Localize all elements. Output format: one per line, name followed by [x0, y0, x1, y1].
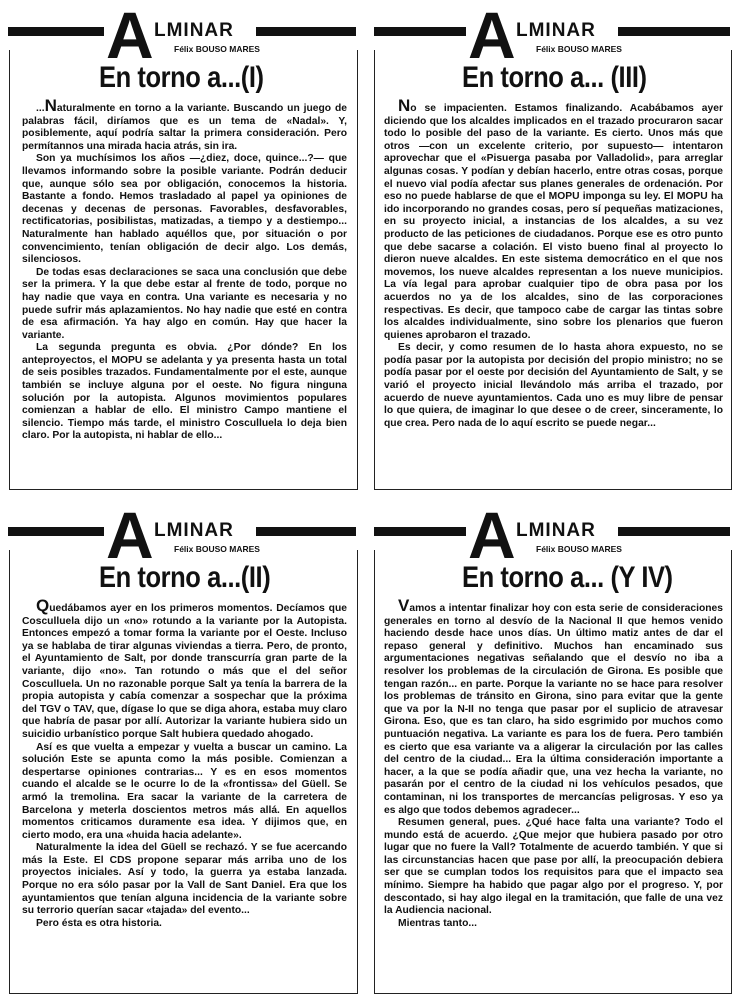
article-title: En torno a...(I) — [99, 61, 264, 94]
paragraph — [22, 596, 347, 742]
paragraph-text: aturalmente en torno a la variante. Buscando un juego de palabras fácil, diríamos que es un tema de «Nadal». Y, posiblemente, aquí podría saltar la primera consideración. Pero permítannos una mirada hacia atrás, sin ira. — [22, 103, 347, 152]
drop-cap: N — [398, 96, 411, 115]
paragraph — [22, 96, 347, 153]
article-title: En torno a...(II) — [99, 561, 271, 594]
paragraph: De todas esas declaraciones se saca una conclusión que debe ser la primera. Y la que debe estar al frente de todo, porque no hay nadie que vaya en contra. Una variante es necesaria y no puede sufrir más aplazamientos. No hay nadie que esté en contra de esa afirmación. Ya hay algo en común. Hay que hacer la variante. — [22, 266, 347, 341]
paragraph-text: o se impacienten. Estamos finalizando. Acabábamos ayer diciendo que los alcaldes implicados en el trazado procuraron sacar todo lo posible del paso de la variante. Es cierto. Unos más que otros —con un excelente criterio, por supuesto— intentaron aprovechar que el «Pisuerga pasaba por Valladolid», para arreglar algunas cosas. Y podían y debían hacerlo, entre otras cosas, porque el nuevo vial podía afectar sus planes generales de ordenación. Por eso no puede hablarse de que el MOPU imponga su ley. El MOPU ha ido incorporando no grandes cosas, pero sí pequeñas matizaciones, en su proyecto inicial, a instancias de los alcaldes, a su vez producto de las peticiones de ciudadanos. Porque ese es otro punto que debe sacarse a colación. El visto bueno final al proyecto lo dieron nueve alcaldes. En este sistema democrático en el que nos movemos, los nueve alcaldes representan a los nueve municipios. La vía legal para aprobar cualquier tipo de obra pasa por los acuerdos no ya de los alcaldes, sino de las corporaciones respectivas. Es decir, que tampoco cabe de cargar las tintas sobre los alcaldes individualmente, sino sobre los plenarios que fueron quienes aprobaron el trazado. — [384, 103, 723, 341]
header-rule-right — [256, 27, 356, 36]
column-name: LMINAR — [516, 20, 596, 41]
header-rule-right — [256, 527, 356, 536]
article-clipping-4 — [368, 500, 740, 1001]
drop-cap: V — [398, 596, 410, 615]
article-body — [384, 596, 723, 930]
article-clipping-2 — [0, 500, 365, 1001]
paragraph: Son ya muchísimos los años —¿diez, doce, quince...?— que llevamos informando sobre la posible variante. Podrán deducir que, aunque sólo sea por obligación, conocemos la historia. Bastante a fondo. Hemos trasladado al papel ya opiniones de decenas y decenas de personas. Favorables, desfavorables, rectificatorias, posibilistas, matizadas, a tiempo y a destiempo... Naturalmente han hablado aquéllos que, por situación o por convencimiento, tenían obligación de decir algo. Los demás, silenciosos. — [22, 153, 347, 266]
column-name: LMINAR — [516, 520, 596, 541]
column-initial: A — [468, 498, 516, 572]
column-initial: A — [468, 0, 516, 72]
article-clipping-1 — [0, 0, 365, 496]
paragraph: Así es que vuelta a empezar y vuelta a buscar un camino. La solución Este se apunta como la más posible. Comienzan a despertarse opiniones contrarias... Y es en esos momentos cuando el alcalde se le ocurre lo de la «frontissa» del Güell. Se armó la tremolina. Era sacar la variante de la carretera de Barcelona y meterla doscientos metros más allá. En aquellos momentos criticamos duramente esa idea. Y dijimos que, en cierto modo, era una «huida hacia adelante». — [22, 741, 347, 841]
paragraph: Es decir, y como resumen de lo hasta ahora expuesto, no se podía pasar por la autopista por decisión del propio ministro; no se podía pasar por el oeste por decisión del Ayuntamiento de Salt, y se varió el proyecto inicial llevándolo más arriba el trazado, por acuerdo de nueve ayuntamientos. Cada uno es muy libre de pensar lo que quiera, de imaginar lo que desee o de creer, sinceramente, lo que crea. Pero nada de lo aquí escrito se puede negar... — [384, 342, 723, 429]
article-clipping-3 — [368, 0, 740, 496]
column-name: LMINAR — [154, 20, 234, 41]
paragraph — [384, 96, 723, 342]
author-byline: Félix BOUSO MARES — [174, 44, 260, 54]
article-title: En torno a... (Y IV) — [462, 561, 673, 594]
header-rule-left — [8, 527, 104, 536]
paragraph — [384, 596, 723, 817]
article-body — [22, 596, 347, 930]
paragraph-text: uedábamos ayer en los primeros momentos. Decíamos que Cosculluela dijo un «no» rotundo a la variante por la Autopista. Entonces empezó a tomar forma la variante por el Oeste. Incluso ya se hablaba de tirar algunas viviendas a tierra. Pero, de pronto, el Ayuntamiento de Salt, por donde transcurría gran parte de la variante, dijo «no». Tan rotundo o más que el del señor Cosculluela. Un no razonable porque Salt ya tenía la barrera de la propia autopista y cabía comenzar a sospechar que la próxima del TGV o TAV, que, dígase lo que se diga ahora, estaba muy claro que habría de pasar por allí. Autorizar la variante hubiera sido un suicidio urbanístico porque Salt hubiera quedado ahogado. — [22, 603, 347, 740]
article-body — [22, 96, 347, 443]
drop-cap: Q — [36, 596, 50, 615]
header-rule-right — [618, 27, 730, 36]
paragraph: La segunda pregunta es obvia. ¿Por dónde? En los anteproyectos, el MOPU se adelanta y ya presenta hasta un total de seis posibles trazados. Fundamentalmente por el este, aunque también se incluye alguna por el oeste. No figura ninguna solución por la autopista. Algunos movimientos populares comienzan a hablar de ello. El ministro Campo mantiene el silencio. Tiempo más tarde, el ministro Cosculluela lo deja bien claro. Por la autopista, ni hablar de ello... — [22, 342, 347, 442]
article-body — [384, 96, 723, 430]
column-initial: A — [106, 0, 154, 72]
paragraph: Naturalmente la idea del Güell se rechazó. Y se fue acercando más la Este. El CDS propone separar más arriba uno de los proyectos iniciales. Así y todo, la guerra ya estaba lanzada. Porque no era sólo pasar por la Vall de Sant Daniel. Era que los ayuntamientos que tenían alguna incidencia de la variante sobre su terrorio querían sacar «tajada» del evento... — [22, 842, 347, 917]
column-initial: A — [106, 498, 154, 572]
paragraph-text: amos a intentar finalizar hoy con esta serie de consideraciones generales en torno al desvío de la Nacional II que hemos venido haciendo desde hace unos días. Un último matiz antes de dar el repaso general y definitivo. Muchos han encaminado sus argumentaciones negativas señalando que el desvío no iba a resolver los problemas de la circulación de Girona. Es posible que tengan razón... en parte. Porque la variante no se hace para resolver los problemas de tránsito en Girona, sino para evitar que la gente que va por la N-II no tenga que pasar por el suplicio de atravesar Girona. Eso, que es tan claro, ha sido esgrimido por muchos como puntuación negativa. La variante es para los de fuera. Pero también es cierto que esa variante va a aligerar la circulación por las calles del centro de la ciudad... Era la última consideración importante a hacer, a la que se podía añadir que, una vez hecha la variante, no pasarán por el centro de la ciudad ni los vehículos pesados, que contaminan, ni los transportes de mercancías peligrosas. Y eso ya es algo que todos debemos agradecer... — [384, 603, 723, 816]
column-name: LMINAR — [154, 520, 234, 541]
paragraph: Resumen general, pues. ¿Qué hace falta una variante? Todo el mundo está de acuerdo. ¿Que mejor que hubiera pasado por otro lugar que no fuere la Vall? Totalmente de acuerdo también. Y que si las circunstancias hacen que pase por allí, la preocupación debiera ser que se cumplan todos los requisitos para que el impacto sea mínimo. Siempre ha habido que pagar algo por el progreso. Y, por descontado, si hay algo ilegal en la tramitación, que falle de una vez la Audiencia nacional. — [384, 817, 723, 917]
header-rule-left — [374, 527, 466, 536]
article-title: En torno a... (III) — [462, 61, 647, 94]
author-byline: Félix BOUSO MARES — [536, 544, 622, 554]
header-rule-left — [8, 27, 104, 36]
drop-cap: N — [44, 96, 57, 115]
paragraph: Pero ésta es otra historia. — [36, 917, 162, 929]
author-byline: Félix BOUSO MARES — [536, 44, 622, 54]
paragraph: Mientras tanto... — [398, 917, 477, 929]
author-byline: Félix BOUSO MARES — [174, 544, 260, 554]
lead-ellipsis: ... — [36, 103, 45, 114]
header-rule-left — [374, 27, 466, 36]
header-rule-right — [618, 527, 730, 536]
